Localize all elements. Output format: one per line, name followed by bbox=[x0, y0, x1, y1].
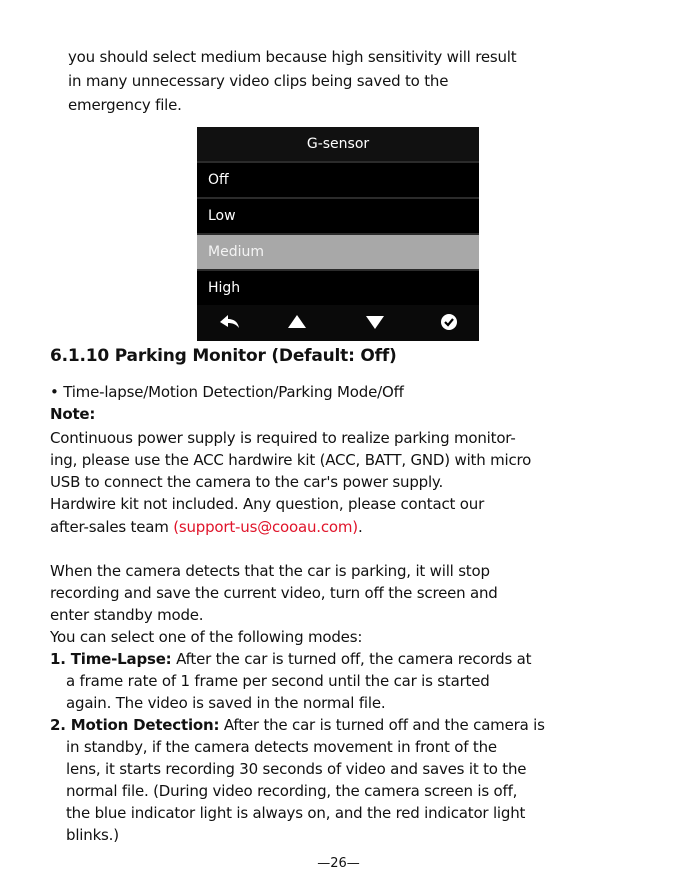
confirm-check-icon[interactable] bbox=[437, 311, 461, 333]
back-arrow-icon[interactable] bbox=[217, 311, 241, 333]
mode-label: Time-Lapse: bbox=[70, 650, 172, 668]
menu-option-low[interactable] bbox=[197, 197, 479, 233]
menu-option-off[interactable] bbox=[197, 161, 479, 197]
intro-line: in many unnecessary video clips being saved to the bbox=[68, 72, 449, 90]
contact-suffix: . bbox=[357, 518, 363, 536]
up-triangle-icon[interactable] bbox=[285, 311, 309, 333]
mode-text-line: again. The video is saved in the normal file. bbox=[66, 694, 386, 712]
support-email-link[interactable]: (support-us@cooau.com) bbox=[173, 518, 358, 536]
mode-text-line: normal file. (During video recording, the camera screen is off, bbox=[66, 782, 518, 800]
mode-item-motion-detection bbox=[50, 715, 545, 735]
mode-text: After the car is turned off, the camera records at bbox=[171, 650, 532, 668]
contact-line bbox=[50, 517, 363, 537]
mode-list-bullet: • Time-lapse/Motion Detection/Parking Mode/Off bbox=[50, 383, 404, 401]
menu-option-medium[interactable] bbox=[197, 233, 479, 269]
note-line: USB to connect the camera to the car's power supply. bbox=[50, 473, 444, 491]
contact-prefix: after-sales team bbox=[50, 518, 174, 536]
g-sensor-menu-screen bbox=[197, 127, 479, 341]
down-triangle-icon[interactable] bbox=[363, 311, 387, 333]
menu-option-label: Low bbox=[208, 208, 236, 224]
paragraph-line: recording and save the current video, turn off the screen and bbox=[50, 584, 498, 602]
menu-option-label: Off bbox=[208, 172, 229, 188]
mode-item-time-lapse bbox=[50, 649, 531, 669]
menu-option-high[interactable] bbox=[197, 269, 479, 305]
mode-text-line: the blue indicator light is always on, and the red indicator light bbox=[66, 804, 526, 822]
paragraph-line: When the camera detects that the car is parking, it will stop bbox=[50, 562, 490, 580]
mode-text-line: a frame rate of 1 frame per second until the car is started bbox=[66, 672, 490, 690]
menu-title: G-sensor bbox=[197, 127, 479, 161]
menu-option-label: Medium bbox=[208, 244, 264, 260]
note-line: ing, please use the ACC hardwire kit (ACC, BATT, GND) with micro bbox=[50, 451, 532, 469]
mode-number: 1. bbox=[50, 650, 71, 668]
note-line: Hardwire kit not included. Any question, please contact our bbox=[50, 495, 485, 513]
mode-label: Motion Detection: bbox=[70, 716, 220, 734]
mode-text-line: in standby, if the camera detects movement in front of the bbox=[66, 738, 497, 756]
note-line: Continuous power supply is required to realize parking monitor- bbox=[50, 429, 516, 447]
mode-text-line: lens, it starts recording 30 seconds of video and saves it to the bbox=[66, 760, 527, 778]
menu-option-label: High bbox=[208, 280, 241, 296]
section-heading: 6.1.10 Parking Monitor (Default: Off) bbox=[50, 346, 397, 366]
paragraph-line: enter standby mode. bbox=[50, 606, 204, 624]
mode-number: 2. bbox=[50, 716, 71, 734]
paragraph-line: You can select one of the following modes: bbox=[50, 628, 363, 646]
note-label: Note: bbox=[50, 405, 96, 423]
mode-text-line: blinks.) bbox=[66, 826, 119, 844]
intro-line: emergency file. bbox=[68, 96, 182, 114]
page-number: —26— bbox=[317, 856, 360, 871]
intro-line: you should select medium because high sensitivity will result bbox=[68, 48, 517, 66]
mode-text: After the car is turned off and the camera is bbox=[219, 716, 545, 734]
